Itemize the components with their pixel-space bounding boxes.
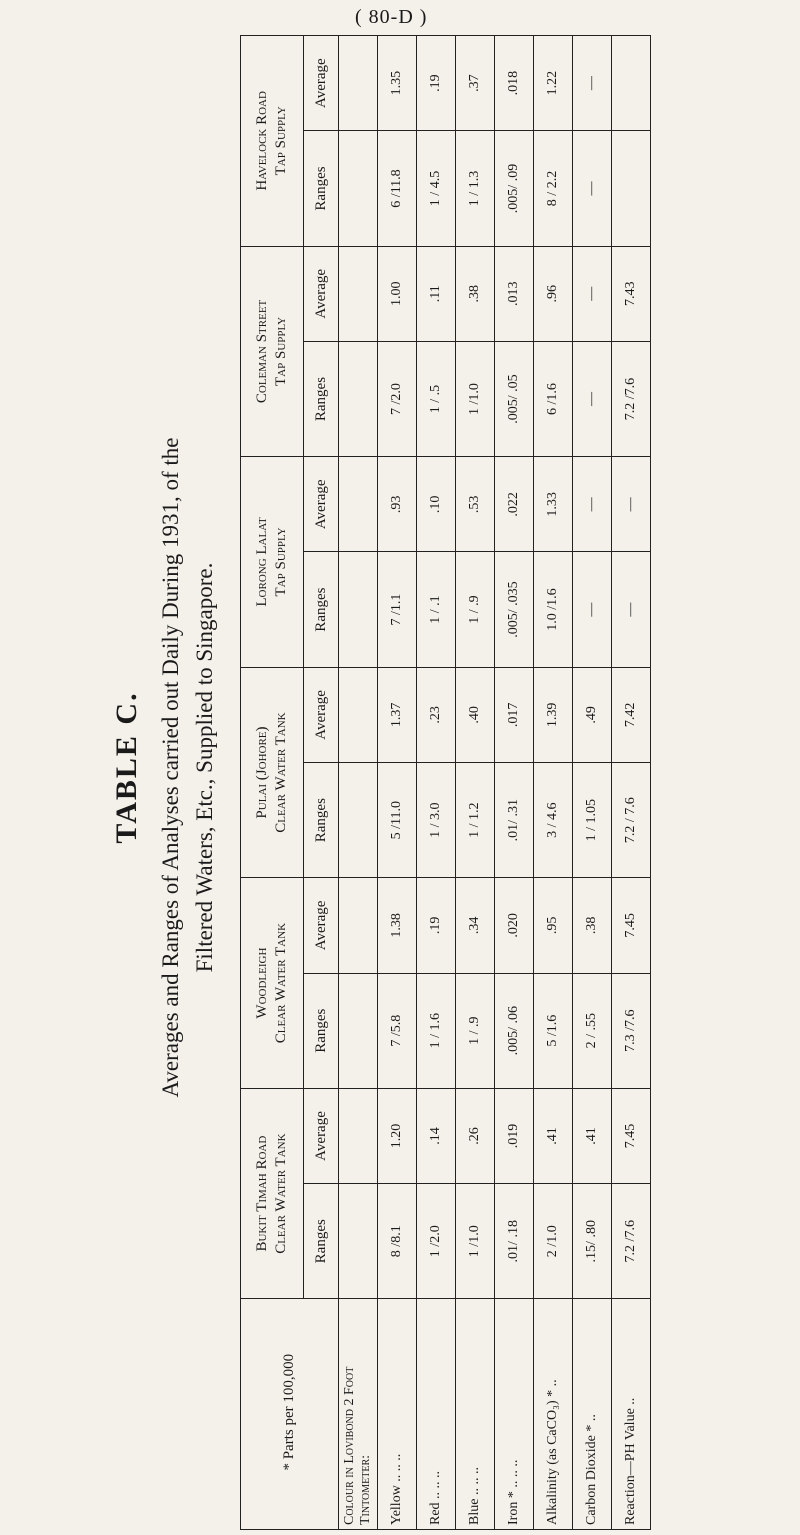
average-cell: — [573,457,612,552]
group-header [241,878,304,1089]
range-cell: 1 /1.0 [456,1184,495,1299]
colour-heading-line1: Colour in Lovibond 2 Foot [342,1366,357,1525]
range-cell: .005/ .06 [495,973,534,1088]
range-cell: 1 / .9 [456,973,495,1088]
range-cell: 8 /8.1 [378,1184,417,1299]
average-cell: .40 [456,667,495,762]
average-cell: .017 [495,667,534,762]
range-cell: .01/ .31 [495,763,534,878]
average-cell [612,36,651,131]
average-cell: 1.38 [378,878,417,973]
range-cell: 1 / 1.05 [573,763,612,878]
range-cell: 1 /2.0 [417,1184,456,1299]
range-cell: 7.3 /7.6 [612,973,651,1088]
average-cell: .018 [495,36,534,131]
ranges-header: Ranges [304,131,339,246]
group-name: Clear Water Tank [273,712,289,833]
range-cell: 7 /5.8 [378,973,417,1088]
group-name: Lorong Lalat [254,517,271,607]
range-cell: 1 / .1 [417,552,456,667]
group-name: Bukit Timah Road [254,1135,271,1252]
ranges-header: Ranges [304,973,339,1088]
average-cell: .11 [417,246,456,341]
average-cell: 7.42 [612,667,651,762]
range-cell: 5 /11.0 [378,763,417,878]
group-header [241,1088,304,1299]
range-cell: — [573,341,612,456]
average-header: Average [304,878,339,973]
average-cell: 1.37 [378,667,417,762]
average-header: Average [304,36,339,131]
ranges-header: Ranges [304,341,339,456]
average-cell: .38 [573,878,612,973]
range-cell: .005/ .09 [495,131,534,246]
table-row [495,36,534,1530]
range-cell: 7 /1.1 [378,552,417,667]
average-cell: 1.20 [378,1088,417,1183]
average-cell: — [573,246,612,341]
table-row [573,36,612,1530]
range-cell: 7.2 /7.6 [612,1184,651,1299]
average-header: Average [304,667,339,762]
range-cell: 8 / 2.2 [534,131,573,246]
average-cell: .53 [456,457,495,552]
average-cell: .19 [417,878,456,973]
range-cell: — [573,131,612,246]
average-cell: .020 [495,878,534,973]
average-cell: .96 [534,246,573,341]
range-cell: 2 / .55 [573,973,612,1088]
average-cell: 1.22 [534,36,573,131]
group-header [241,667,304,878]
table-row [456,36,495,1530]
range-cell: 5 /1.6 [534,973,573,1088]
range-cell: 3 / 4.6 [534,763,573,878]
table-title: TABLE C. [110,691,143,844]
average-cell: — [573,36,612,131]
range-cell: — [612,552,651,667]
units-note-text: * Parts per 100,000 [281,1353,298,1471]
range-cell: 7.2 /7.6 [612,341,651,456]
average-cell: .14 [417,1088,456,1183]
average-cell: .49 [573,667,612,762]
colour-heading-line2: Tintometer: [358,1454,373,1525]
group-name: Clear Water Tank [273,922,289,1044]
average-cell: 7.43 [612,246,651,341]
average-cell: .34 [456,878,495,973]
average-cell: .41 [534,1088,573,1183]
average-cell: 1.00 [378,246,417,341]
average-cell: .019 [495,1088,534,1183]
average-cell: .93 [378,457,417,552]
row-label: Iron * .. .. .. [495,1299,534,1530]
colour-heading-row [339,36,378,1530]
range-cell: 7 /2.0 [378,341,417,456]
average-cell: 1.33 [534,457,573,552]
range-cell: 1 /1.0 [456,341,495,456]
range-cell: — [573,552,612,667]
range-cell: 2 /1.0 [534,1184,573,1299]
ranges-header: Ranges [304,763,339,878]
average-cell: .41 [573,1088,612,1183]
group-name: Woodleigh [254,947,271,1019]
range-cell: 6 /11.8 [378,131,417,246]
table-row [534,36,573,1530]
range-cell: 1 / 4.5 [417,131,456,246]
analysis-table [240,35,651,1530]
table-body [339,36,651,1530]
group-header [241,36,304,247]
range-cell: 1 / 1.2 [456,763,495,878]
range-cell: .005/ .035 [495,552,534,667]
ranges-header: Ranges [304,552,339,667]
average-cell: 1.39 [534,667,573,762]
range-cell: 1 / 3.0 [417,763,456,878]
range-cell: .15/ .80 [573,1184,612,1299]
range-cell [612,131,651,246]
group-header [241,246,304,457]
range-cell: 1 / .5 [417,341,456,456]
table-row [417,36,456,1530]
average-header: Average [304,1088,339,1183]
group-name: Pulai (Johore) [254,726,271,819]
table-subtitle-line1: Averages and Ranges of Analyses carried out Daily During 1931, of the [158,437,183,1098]
group-name: Havelock Road [254,91,271,191]
row-label: Reaction—PH Value .. [612,1299,651,1530]
ranges-header: Ranges [304,1184,339,1299]
page-number: ( 80-D ) [355,6,428,28]
group-header [241,457,304,668]
average-cell: .37 [456,36,495,131]
average-cell: .26 [456,1088,495,1183]
average-cell: .95 [534,878,573,973]
range-cell: .01/ .18 [495,1184,534,1299]
group-name: Tap Supply [273,527,289,597]
row-label: Alkalinity (as CaCO₃) * .. [534,1299,573,1530]
title-block [110,0,218,1535]
table-subtitle-line2: Filtered Waters, Etc., Supplied to Singapore. [192,562,217,973]
units-note [241,1299,339,1530]
average-cell: — [612,457,651,552]
average-cell: 7.45 [612,1088,651,1183]
group-name: Clear Water Tank [273,1133,289,1254]
range-cell: 1 / .9 [456,552,495,667]
average-cell: 1.35 [378,36,417,131]
average-cell: .022 [495,457,534,552]
average-cell: .013 [495,246,534,341]
row-label: Blue .. .. .. [456,1299,495,1530]
range-cell: 6 /1.6 [534,341,573,456]
group-name: Tap Supply [273,316,289,386]
range-cell: 1 / 1.3 [456,131,495,246]
range-cell: 1.0 /1.6 [534,552,573,667]
group-header-row [241,36,304,1530]
table-row [378,36,417,1530]
average-cell: .10 [417,457,456,552]
table-row [612,36,651,1530]
row-label: Carbon Dioxide * .. [573,1299,612,1530]
range-cell: .005/ .05 [495,341,534,456]
group-name: Coleman Street [254,299,271,404]
average-header: Average [304,457,339,552]
average-cell: .38 [456,246,495,341]
average-header: Average [304,246,339,341]
row-label: Yellow .. .. .. [378,1299,417,1530]
group-name: Tap Supply [273,106,289,176]
row-label: Red .. .. .. [417,1299,456,1530]
range-cell: 7.2 / 7.6 [612,763,651,878]
colour-heading [339,1299,378,1530]
range-cell: 1 / 1.6 [417,973,456,1088]
average-cell: .23 [417,667,456,762]
average-cell: 7.45 [612,878,651,973]
average-cell: .19 [417,36,456,131]
